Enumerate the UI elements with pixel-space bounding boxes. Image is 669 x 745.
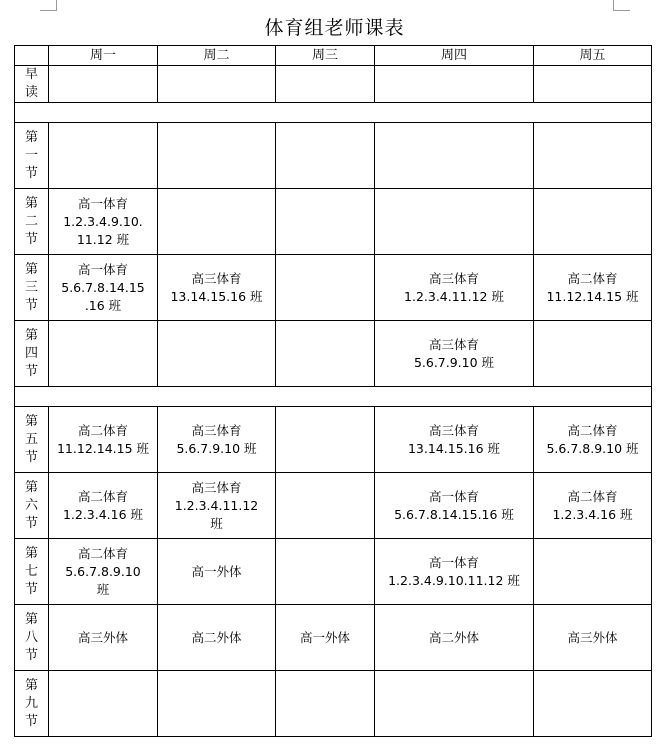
schedule-cell [375,189,534,255]
page-corner-mark-left [40,0,57,11]
period-cell [15,321,49,387]
schedule-cell [534,539,652,605]
table-row [15,407,652,473]
schedule-cell [49,671,158,737]
period-cell [15,66,49,103]
schedule-cell: 高三体育 1.2.3.4.11.12 班 [375,255,534,321]
period-cell [15,123,49,189]
schedule-cell: 高二体育 11.12.14.15 班 [49,407,158,473]
table-row [15,66,652,103]
table-row [15,123,652,189]
separator-cell [15,387,652,407]
schedule-cell: 高三体育 13.14.15.16 班 [375,407,534,473]
period-label: 早读 [24,67,38,100]
schedule-cell: 高三体育 13.14.15.16 班 [158,255,276,321]
header-day-thu: 周四 [375,46,534,66]
schedule-cell [375,123,534,189]
table-row [15,189,652,255]
schedule-cell [276,189,375,255]
header-row [15,46,652,66]
period-label: 第五节 [24,413,38,465]
header-day-fri: 周五 [534,46,652,66]
header-day-tue: 周二 [158,46,276,66]
period-label: 第九节 [24,677,38,729]
schedule-cell: 高三体育 5.6.7.9.10 班 [158,407,276,473]
schedule-cell [276,407,375,473]
schedule-cell: 高三体育 5.6.7.9.10 班 [375,321,534,387]
schedule-cell [49,321,158,387]
table-row [15,605,652,671]
header-day-mon: 周一 [49,46,158,66]
schedule-cell [276,473,375,539]
period-label: 第四节 [24,327,38,379]
page-corner-mark-right [613,0,630,11]
period-label: 第六节 [24,479,38,531]
schedule-cell: 高三体育 1.2.3.4.11.12 班 [158,473,276,539]
period-cell [15,407,49,473]
schedule-table [14,45,652,737]
header-day-wed: 周三 [276,46,375,66]
period-label: 第一节 [24,129,38,181]
separator-row [15,387,652,407]
schedule-cell [158,123,276,189]
schedule-cell [276,671,375,737]
separator-row [15,103,652,123]
period-label: 第七节 [24,545,38,597]
schedule-cell: 高一体育 5.6.7.8.14.15.16 班 [375,473,534,539]
schedule-cell [276,66,375,103]
schedule-cell: 高一体育 1.2.3.4.9.10. 11.12 班 [49,189,158,255]
schedule-cell [375,66,534,103]
schedule-cell: 高二体育 1.2.3.4.16 班 [534,473,652,539]
schedule-cell: 高一外体 [158,539,276,605]
schedule-cell: 高三外体 [49,605,158,671]
schedule-cell [158,66,276,103]
period-label: 第三节 [24,261,38,313]
schedule-cell: 高二体育 11.12.14.15 班 [534,255,652,321]
schedule-cell: 高二外体 [375,605,534,671]
schedule-cell [534,189,652,255]
table-row [15,255,652,321]
document-title: 体育组老师课表 [264,17,405,39]
period-cell [15,671,49,737]
schedule-cell [158,671,276,737]
period-cell [15,189,49,255]
schedule-cell [534,321,652,387]
schedule-cell [375,671,534,737]
table-row [15,671,652,737]
schedule-cell [276,255,375,321]
table-row [15,321,652,387]
schedule-cell [534,123,652,189]
schedule-cell [534,66,652,103]
header-corner-cell [15,46,49,66]
schedule-cell: 高二体育 1.2.3.4.16 班 [49,473,158,539]
schedule-cell: 高一体育 1.2.3.4.9.10.11.12 班 [375,539,534,605]
table-row [15,473,652,539]
schedule-cell [158,189,276,255]
schedule-cell [49,66,158,103]
schedule-cell [49,123,158,189]
period-cell [15,473,49,539]
schedule-cell [158,321,276,387]
period-label: 第八节 [24,611,38,663]
schedule-cell: 高一体育 5.6.7.8.14.15 .16 班 [49,255,158,321]
schedule-cell: 高二外体 [158,605,276,671]
period-cell [15,539,49,605]
schedule-cell: 高二体育 5.6.7.8.9.10 班 [534,407,652,473]
period-cell [15,605,49,671]
schedule-cell: 高一外体 [276,605,375,671]
schedule-cell: 高二体育 5.6.7.8.9.10 班 [49,539,158,605]
schedule-cell [276,321,375,387]
separator-cell [15,103,652,123]
table-row [15,539,652,605]
period-cell [15,255,49,321]
schedule-cell [276,123,375,189]
schedule-cell [534,671,652,737]
period-label: 第二节 [24,195,38,247]
schedule-cell: 高三外体 [534,605,652,671]
schedule-cell [276,539,375,605]
